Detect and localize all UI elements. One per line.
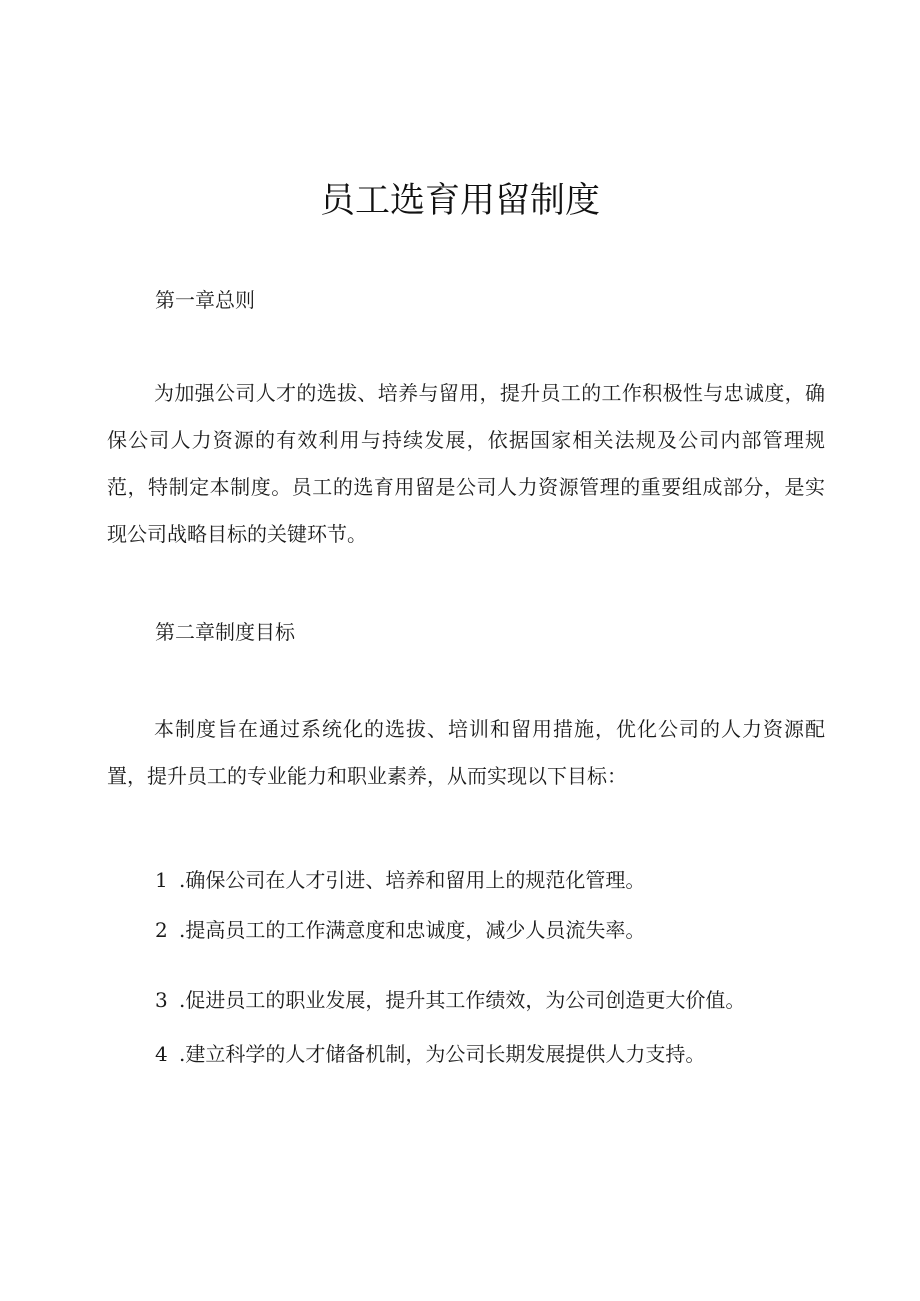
list-item-text: .确保公司在人才引进、培养和留用上的规范化管理。 [179, 868, 646, 892]
document-title: 员工选育用留制度 [319, 181, 600, 221]
list-item [155, 1040, 835, 1068]
chapter-2-heading: 第二章制度目标 [155, 620, 295, 644]
list-item-number: 3 [155, 988, 168, 1012]
list-item-text: .建立科学的人才储备机制，为公司长期发展提供人力支持。 [179, 1042, 706, 1066]
chapter-1-heading: 第一章总则 [155, 288, 255, 312]
list-item [155, 916, 835, 944]
list-item-text: .提高员工的工作满意度和忠诚度，减少人员流失率。 [179, 918, 646, 942]
list-item-number: 1 [155, 868, 168, 892]
list-item-number: 2 [155, 918, 168, 942]
chapter-2-paragraph: 本制度旨在通过系统化的选拔、培训和留用措施，优化公司的人力资源配置，提升员工的专业能力和职业素养，从而实现以下目标： [107, 717, 825, 788]
list-item-text: .促进员工的职业发展，提升其工作绩效，为公司创造更大价值。 [179, 988, 746, 1012]
chapter-1-paragraph: 为加强公司人才的选拔、培养与留用，提升员工的工作积极性与忠诚度，确保公司人力资源的有效利用与持续发展，依据国家相关法规及公司内部管理规范，特制定本制度。员工的选育用留是公司人力资源管理的重要组成部分，是实现公司战略目标的关键环节。 [107, 381, 825, 546]
list-item [155, 986, 835, 1014]
list-item [155, 866, 835, 894]
list-item-number: 4 [155, 1042, 168, 1066]
